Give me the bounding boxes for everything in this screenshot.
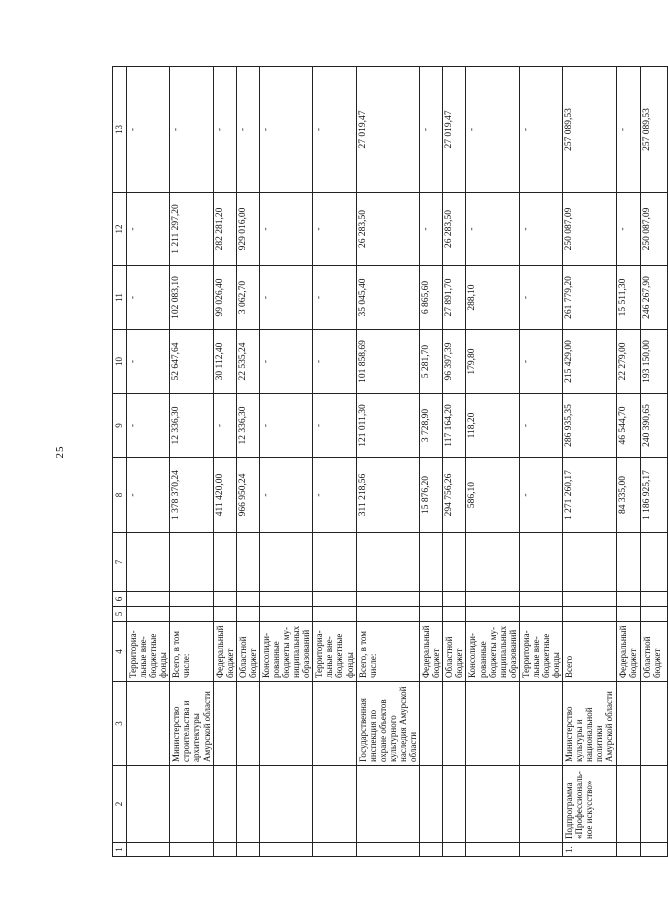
table-cell: 117 164,20 <box>443 394 466 458</box>
table-cell <box>616 766 640 843</box>
table-cell: 30 112,40 <box>213 330 236 394</box>
table-cell <box>563 592 616 607</box>
table-cell <box>356 843 419 857</box>
table-cell: - <box>519 67 562 193</box>
table-cell <box>640 766 667 843</box>
table-cell: - <box>519 458 562 533</box>
table-cell <box>213 533 236 592</box>
table-cell: Всего, в том числе: <box>356 622 419 682</box>
table-cell <box>356 533 419 592</box>
table-cell: Всего <box>563 622 616 682</box>
table-cell: 12 336,30 <box>170 394 213 458</box>
table-cell: - <box>519 394 562 458</box>
table-cell <box>213 592 236 607</box>
table-cell <box>466 682 519 766</box>
table-row <box>236 67 259 857</box>
table-cell: 27 019,47 <box>443 67 466 193</box>
header-cell: 11 <box>113 266 127 330</box>
table-cell: 1 211 297,20 <box>170 193 213 266</box>
table-cell: - <box>127 458 170 533</box>
table-row <box>170 67 213 857</box>
table-cell <box>127 607 170 622</box>
table-cell <box>236 766 259 843</box>
table-cell <box>443 843 466 857</box>
table-cell: - <box>519 330 562 394</box>
table-cell <box>443 607 466 622</box>
table-cell: 27 019,47 <box>356 67 419 193</box>
table-cell <box>313 533 356 592</box>
table-cell: 586,10 <box>466 458 519 533</box>
table-cell: 84 335,00 <box>616 458 640 533</box>
table-cell <box>313 607 356 622</box>
header-row <box>113 67 127 857</box>
table-row <box>313 67 356 857</box>
table-cell: 1 378 370,24 <box>170 458 213 533</box>
table-cell: 250 087,09 <box>640 193 667 266</box>
table-cell <box>356 592 419 607</box>
table-row <box>616 67 640 857</box>
page-number: 25 <box>54 445 66 459</box>
table-cell: 6 865,60 <box>420 266 443 330</box>
table-cell <box>259 843 312 857</box>
table-row <box>563 67 616 857</box>
table-cell: 22 535,24 <box>236 330 259 394</box>
header-cell: 12 <box>113 193 127 266</box>
table-cell: - <box>259 458 312 533</box>
header-cell: 8 <box>113 458 127 533</box>
table-cell <box>616 607 640 622</box>
table-cell <box>443 682 466 766</box>
table-cell <box>236 607 259 622</box>
header-cell: 5 <box>113 607 127 622</box>
table-cell <box>170 592 213 607</box>
table-cell: 15 511,30 <box>616 266 640 330</box>
table-cell <box>443 533 466 592</box>
table-cell <box>236 843 259 857</box>
rotated-page <box>112 67 662 857</box>
table-cell: 282 281,20 <box>213 193 236 266</box>
table-cell <box>170 843 213 857</box>
table-cell <box>213 843 236 857</box>
header-cell: 2 <box>113 766 127 843</box>
header-cell: 6 <box>113 592 127 607</box>
table-cell: 294 756,26 <box>443 458 466 533</box>
table-cell <box>127 682 170 766</box>
table-cell: - <box>127 394 170 458</box>
table-cell <box>236 682 259 766</box>
table-cell: 179,80 <box>466 330 519 394</box>
table-cell: - <box>259 67 312 193</box>
table-cell <box>640 607 667 622</box>
table-cell <box>420 682 443 766</box>
table-cell <box>313 843 356 857</box>
table-cell <box>519 592 562 607</box>
table-cell: Министерство строительства и архитектуры Амурской области <box>170 682 213 766</box>
table-cell: - <box>127 67 170 193</box>
table-cell <box>259 607 312 622</box>
table-cell: - <box>213 394 236 458</box>
table-cell: Территориа-льные вне-бюджетные фонды <box>519 622 562 682</box>
table-cell <box>213 682 236 766</box>
table-cell <box>519 766 562 843</box>
table-cell: 12 336,30 <box>236 394 259 458</box>
header-cell: 7 <box>113 533 127 592</box>
table-cell: - <box>259 330 312 394</box>
table-cell: 288,10 <box>466 266 519 330</box>
table-cell <box>616 843 640 857</box>
table-cell: 27 891,70 <box>443 266 466 330</box>
table-cell <box>127 766 170 843</box>
table-cell: - <box>466 193 519 266</box>
table-cell: 966 950,24 <box>236 458 259 533</box>
table-cell: - <box>213 67 236 193</box>
table-cell: 1. <box>563 843 616 857</box>
table-cell <box>236 533 259 592</box>
table-cell <box>563 607 616 622</box>
table-cell <box>616 592 640 607</box>
table-cell: Консолиди-рованные бюджеты му-ниципальных образований <box>259 622 312 682</box>
table-cell: - <box>127 193 170 266</box>
table-cell <box>563 533 616 592</box>
budget-table <box>112 66 668 857</box>
table-cell: - <box>420 67 443 193</box>
table-cell <box>466 766 519 843</box>
table-cell: Министерство культуры и национальной политики Амурской области <box>563 682 616 766</box>
table-cell: 286 935,35 <box>563 394 616 458</box>
table-cell: Областной бюджет <box>640 622 667 682</box>
table-row <box>259 67 312 857</box>
header-cell: 10 <box>113 330 127 394</box>
table-cell: 26 283,50 <box>443 193 466 266</box>
table-cell: - <box>519 193 562 266</box>
table-cell: 99 026,40 <box>213 266 236 330</box>
table-cell: Областной бюджет <box>443 622 466 682</box>
table-row <box>466 67 519 857</box>
table-cell: Государственная инспекция по охране объектов культурного наследия Амурской области <box>356 682 419 766</box>
table-cell: 46 544,70 <box>616 394 640 458</box>
table-cell: 929 016,00 <box>236 193 259 266</box>
table-cell: 35 045,40 <box>356 266 419 330</box>
table-row <box>640 67 667 857</box>
table-cell <box>313 682 356 766</box>
table-cell <box>170 607 213 622</box>
table-cell <box>466 592 519 607</box>
table-cell <box>170 533 213 592</box>
table-cell <box>259 682 312 766</box>
table-cell <box>466 607 519 622</box>
table-cell: 215 429,00 <box>563 330 616 394</box>
table-cell <box>213 607 236 622</box>
table-cell <box>616 533 640 592</box>
table-cell <box>420 592 443 607</box>
table-cell <box>213 766 236 843</box>
table-cell: 261 779,20 <box>563 266 616 330</box>
table-cell: - <box>259 193 312 266</box>
table-cell <box>466 533 519 592</box>
table-cell: - <box>127 266 170 330</box>
table-cell <box>259 533 312 592</box>
table-cell <box>170 766 213 843</box>
table-cell: - <box>313 458 356 533</box>
table-cell: Федеральный бюджет <box>420 622 443 682</box>
table-cell: - <box>127 330 170 394</box>
table-cell <box>420 533 443 592</box>
table-row <box>519 67 562 857</box>
table-cell <box>519 607 562 622</box>
table-cell: - <box>259 266 312 330</box>
table-cell: 3 728,90 <box>420 394 443 458</box>
table-row <box>213 67 236 857</box>
table-cell <box>519 533 562 592</box>
table-cell: - <box>466 67 519 193</box>
table-cell: - <box>259 394 312 458</box>
table-cell <box>356 607 419 622</box>
table-cell: 311 218,56 <box>356 458 419 533</box>
table-cell <box>127 592 170 607</box>
table-cell: Территориа-льные вне-бюджетные фонды <box>313 622 356 682</box>
table-cell: 26 283,50 <box>356 193 419 266</box>
table-cell: 1 186 925,17 <box>640 458 667 533</box>
table-cell: - <box>313 266 356 330</box>
table-cell <box>443 592 466 607</box>
table-cell <box>640 592 667 607</box>
table-cell: 3 062,70 <box>236 266 259 330</box>
table-cell: 1 271 260,17 <box>563 458 616 533</box>
table-cell: 102 083,10 <box>170 266 213 330</box>
table-cell <box>443 766 466 843</box>
table-cell: 22 279,00 <box>616 330 640 394</box>
table-cell <box>616 682 640 766</box>
table-cell: 411 420,00 <box>213 458 236 533</box>
table-cell: - <box>616 67 640 193</box>
table-cell: 257 089,53 <box>563 67 616 193</box>
table-cell: - <box>313 330 356 394</box>
table-cell <box>236 592 259 607</box>
table-cell <box>640 682 667 766</box>
table-cell: 96 397,39 <box>443 330 466 394</box>
table-cell <box>640 533 667 592</box>
table-cell: Федеральный бюджет <box>616 622 640 682</box>
table-row <box>420 67 443 857</box>
table-row <box>127 67 170 857</box>
table-cell: 15 876,20 <box>420 458 443 533</box>
table-cell: - <box>236 67 259 193</box>
table-row <box>443 67 466 857</box>
table-cell: - <box>519 266 562 330</box>
table-cell: 250 087,09 <box>563 193 616 266</box>
table-cell <box>127 533 170 592</box>
table-cell: - <box>616 193 640 266</box>
table-cell: - <box>313 394 356 458</box>
table-cell <box>127 843 170 857</box>
header-cell: 4 <box>113 622 127 682</box>
table-cell <box>313 766 356 843</box>
table-cell: Всего, в том числе: <box>170 622 213 682</box>
table-cell: 121 011,30 <box>356 394 419 458</box>
table-cell: Федеральный бюджет <box>213 622 236 682</box>
table-cell <box>259 592 312 607</box>
table-cell: Подпрограмма «Профессиональ-ное искусство» <box>563 766 616 843</box>
table-cell: Консолиди-рованные бюджеты му-ниципальных образований <box>466 622 519 682</box>
table-cell <box>356 766 419 843</box>
table-cell <box>466 843 519 857</box>
table-cell: 118,20 <box>466 394 519 458</box>
table-cell <box>259 766 312 843</box>
table-cell: Областной бюджет <box>236 622 259 682</box>
table-row <box>356 67 419 857</box>
table-cell <box>519 843 562 857</box>
table-cell: - <box>313 193 356 266</box>
header-cell: 13 <box>113 67 127 193</box>
table-cell: 52 647,64 <box>170 330 213 394</box>
table-cell <box>640 843 667 857</box>
header-cell: 3 <box>113 682 127 766</box>
table-cell <box>420 843 443 857</box>
table-cell <box>313 592 356 607</box>
header-cell: 1 <box>113 843 127 857</box>
table-cell: 240 390,65 <box>640 394 667 458</box>
header-cell: 9 <box>113 394 127 458</box>
table-cell <box>519 682 562 766</box>
table-cell: 257 089,53 <box>640 67 667 193</box>
table-cell: 5 281,70 <box>420 330 443 394</box>
table-cell: 193 150,00 <box>640 330 667 394</box>
table-cell: - <box>313 67 356 193</box>
table-cell: - <box>420 193 443 266</box>
table-cell <box>420 607 443 622</box>
table-cell: 101 858,69 <box>356 330 419 394</box>
table-cell: - <box>170 67 213 193</box>
table-cell: 246 267,90 <box>640 266 667 330</box>
table-cell <box>420 766 443 843</box>
table-cell: Территориа-льные вне-бюджетные фонды <box>127 622 170 682</box>
